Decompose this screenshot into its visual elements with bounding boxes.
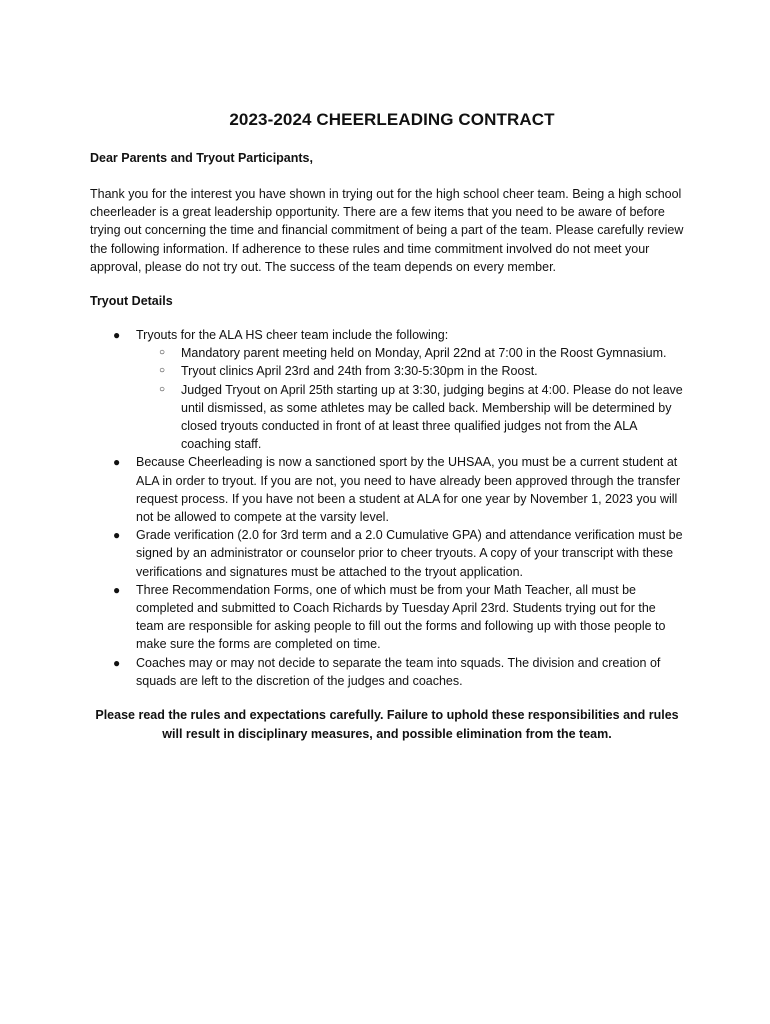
list-item-text: Tryouts for the ALA HS cheer team include the following: — [136, 328, 449, 343]
intro-paragraph: Thank you for the interest you have shown in trying out for the high school cheer team. Being a high school cheerleader is a great leadership opportunity. There are a few items that you need to be aware of before trying out concerning the time and financial commitment of being a part of the team. Please carefully review the following information. If adherence to these rules and time commitment involved do not meet your approval, please do not try out. The success of the team depends on every member. — [90, 187, 684, 274]
hollow-bullet-icon: ○ — [159, 383, 166, 395]
list-item — [90, 581, 684, 654]
list-item-text: Three Recommendation Forms, one of which must be from your Math Teacher, all must be completed and submitted to Coach Richards by Tuesday April 23rd. Students trying out for the team are responsible for asking people to fill out the forms and following up with those people to make sure the forms are completed on time. — [136, 582, 666, 652]
sub-list-item — [136, 344, 684, 362]
list-item-text: Grade verification (2.0 for 3rd term and a 2.0 Cumulative GPA) and attendance verification must be signed by an administrator or counselor prior to cheer tryouts. A copy of your transcript with these verifications and signatures must be attached to the tryout application. — [136, 528, 683, 579]
section-heading-tryout-details: Tryout Details — [90, 294, 173, 309]
document-title: 2023-2024 CHEERLEADING CONTRACT — [229, 110, 555, 129]
list-item — [90, 526, 684, 581]
list-item — [90, 654, 684, 690]
bullet-icon: ● — [113, 655, 121, 670]
sub-list-item-text: Tryout clinics April 23rd and 24th from 3:30-5:30pm in the Roost. — [181, 364, 538, 379]
bullet-icon: ● — [113, 582, 121, 597]
bullet-icon: ● — [113, 328, 121, 343]
list-item — [90, 326, 684, 453]
document-page — [90, 108, 684, 744]
list-item-text: Coaches may or may not decide to separate the team into squads. The division and creation of squads are left to the discretion of the judges and coaches. — [136, 655, 661, 688]
list-item-text: Because Cheerleading is now a sanctioned sport by the UHSAA, you must be a current student at ALA in order to tryout. If you are not, you need to have already been approved through the transfer request process. If you have not been a student at ALA for one year by November 1, 2023 you will not be allowed to compete at the varsity level. — [136, 455, 681, 525]
tryout-details-list — [90, 326, 684, 690]
greeting: Dear Parents and Tryout Participants, — [90, 151, 313, 165]
bullet-icon: ● — [113, 528, 121, 543]
sub-list — [136, 344, 684, 453]
closing-statement: Please read the rules and expectations carefully. Failure to uphold these responsibilities and rules will result in disciplinary measures, and possible elimination from the team. — [95, 708, 679, 742]
hollow-bullet-icon: ○ — [159, 347, 166, 359]
sub-list-item — [136, 362, 684, 380]
sub-list-item-text: Judged Tryout on April 25th starting up at 3:30, judging begins at 4:00. Please do not leave until dismissed, as some athletes may be called back. Membership will be determined by closed tryouts conducted in front of at least three qualified judges not from the ALA coaching staff. — [181, 382, 683, 452]
bullet-icon: ● — [113, 455, 121, 470]
list-item — [90, 453, 684, 526]
hollow-bullet-icon: ○ — [159, 365, 166, 377]
sub-list-item — [136, 381, 684, 454]
sub-list-item-text: Mandatory parent meeting held on Monday, April 22nd at 7:00 in the Roost Gymnasium. — [181, 346, 667, 361]
